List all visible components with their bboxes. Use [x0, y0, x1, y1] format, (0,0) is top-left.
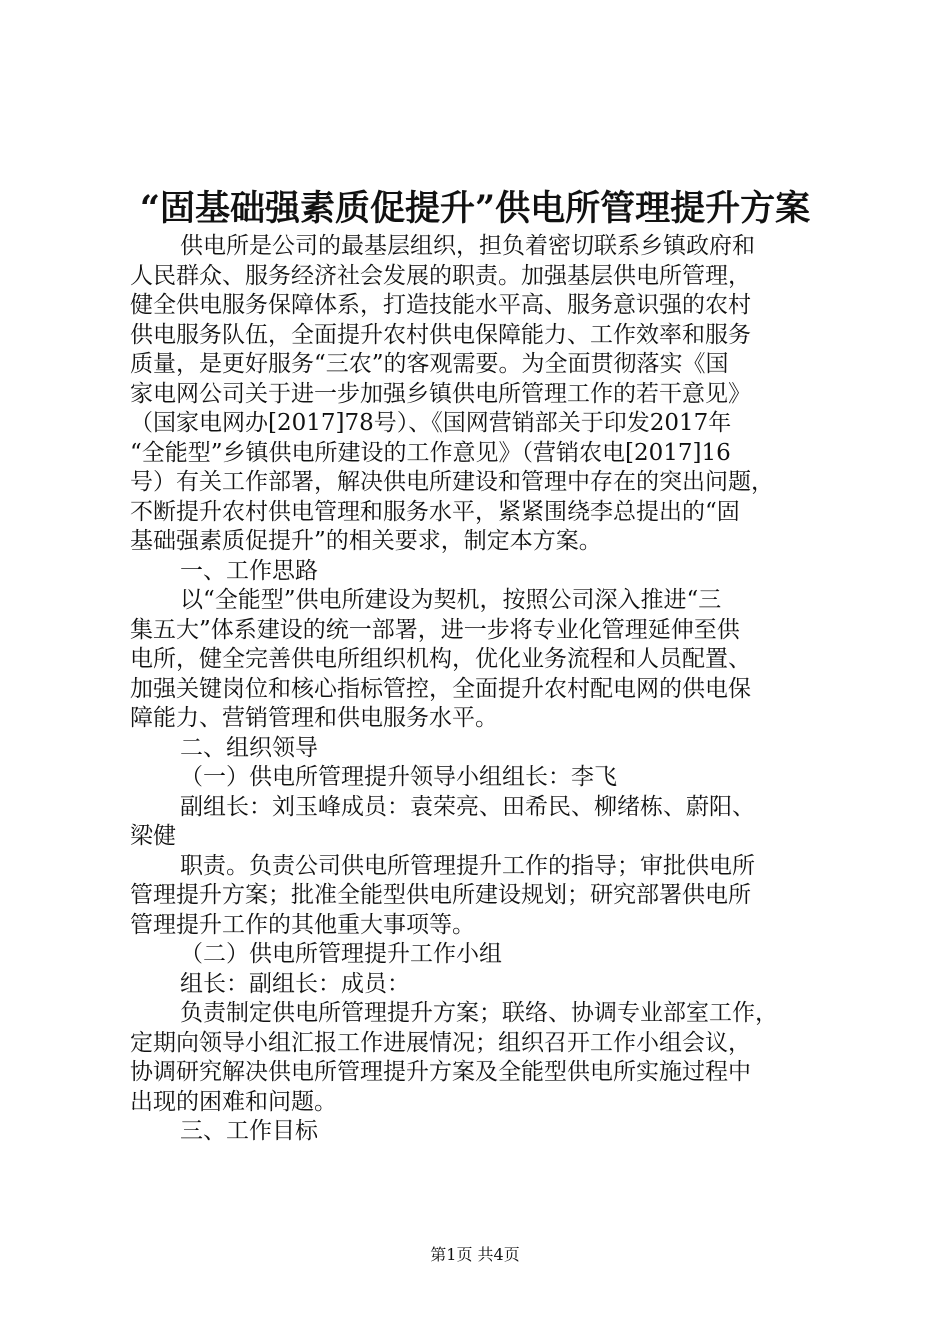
paragraph-line: 不断提升农村供电管理和服务水平，紧紧围绕李总提出的“固 [130, 498, 740, 525]
paragraph-line: 健全供电服务保障体系，打造技能水平高、服务意识强的农村 [130, 292, 751, 318]
paragraph-line: 人民群众、服务经济社会发展的职责。加强基层供电所管理， [130, 262, 751, 289]
paragraph-line: 职责。负责公司供电所管理提升工作的指导；审批供电所 [180, 852, 755, 879]
paragraph-line: 供电所是公司的最基层组织，担负着密切联系乡镇政府和 [180, 233, 755, 259]
section-heading: 三、工作目标 [180, 1118, 318, 1144]
paragraph-line: 管理提升方案；批准全能型供电所建设规划；研究部署供电所 [130, 882, 751, 908]
paragraph-line: 定期向领导小组汇报工作进展情况；组织召开工作小组会议， [130, 1029, 751, 1056]
paragraph-line: 以“全能型”供电所建设为契机，按照公司深入推进“三 [180, 587, 722, 613]
paragraph-line: 组长：副组长：成员： [180, 970, 410, 997]
page-footer: 第1页 共4页 [430, 1245, 520, 1264]
paragraph-line: 集五大”体系建设的统一部署，进一步将专业化管理延伸至供 [130, 616, 740, 643]
paragraph-line: 障能力、营销管理和供电服务水平。 [130, 705, 498, 731]
paragraph-line: 电所，健全完善供电所组织机构，优化业务流程和人员配置、 [130, 646, 751, 672]
subsection-heading: （二）供电所管理提升工作小组 [180, 941, 502, 967]
paragraph-line: 协调研究解决供电所管理提升方案及全能型供电所实施过程中 [130, 1059, 751, 1085]
paragraph-line: 梁健 [130, 823, 176, 849]
paragraph-line: 出现的困难和问题。 [130, 1088, 337, 1115]
paragraph-line: 供电服务队伍，全面提升农村供电保障能力、工作效率和服务 [130, 321, 751, 348]
document-body [130, 232, 825, 1147]
subsection-heading: （一）供电所管理提升领导小组组长：李飞 [180, 764, 617, 790]
section-heading: 一、工作思路 [180, 557, 318, 584]
paragraph-line: （国家电网办[2017]78号）、《国网营销部关于印发2017年 [130, 410, 732, 436]
paragraph-line: 号）有关工作部署，解决供电所建设和管理中存在的突出问题， [130, 469, 774, 495]
paragraph-line: 质量，是更好服务“三农”的客观需要。为全面贯彻落实《国 [130, 351, 729, 377]
paragraph-line: 副组长：刘玉峰成员：袁荣亮、田希民、柳绪栋、蔚阳、 [180, 793, 755, 820]
paragraph-line: 负责制定供电所管理提升方案；联络、协调专业部室工作， [180, 1000, 778, 1026]
paragraph-line: 家电网公司关于进一步加强乡镇供电所管理工作的若干意见》 [130, 380, 751, 407]
document-title: “固基础强素质促提升”供电所管理提升方案 [139, 188, 811, 229]
paragraph-line: 加强关键岗位和核心指标管控，全面提升农村配电网的供电保 [130, 675, 751, 702]
paragraph-line: 管理提升工作的其他重大事项等。 [130, 911, 475, 938]
section-heading: 二、组织领导 [180, 734, 318, 761]
paragraph-line: “全能型”乡镇供电所建设的工作意见》（营销农电[2017]16 [130, 439, 731, 466]
paragraph-line: 基础强素质促提升”的相关要求，制定本方案。 [130, 528, 602, 554]
